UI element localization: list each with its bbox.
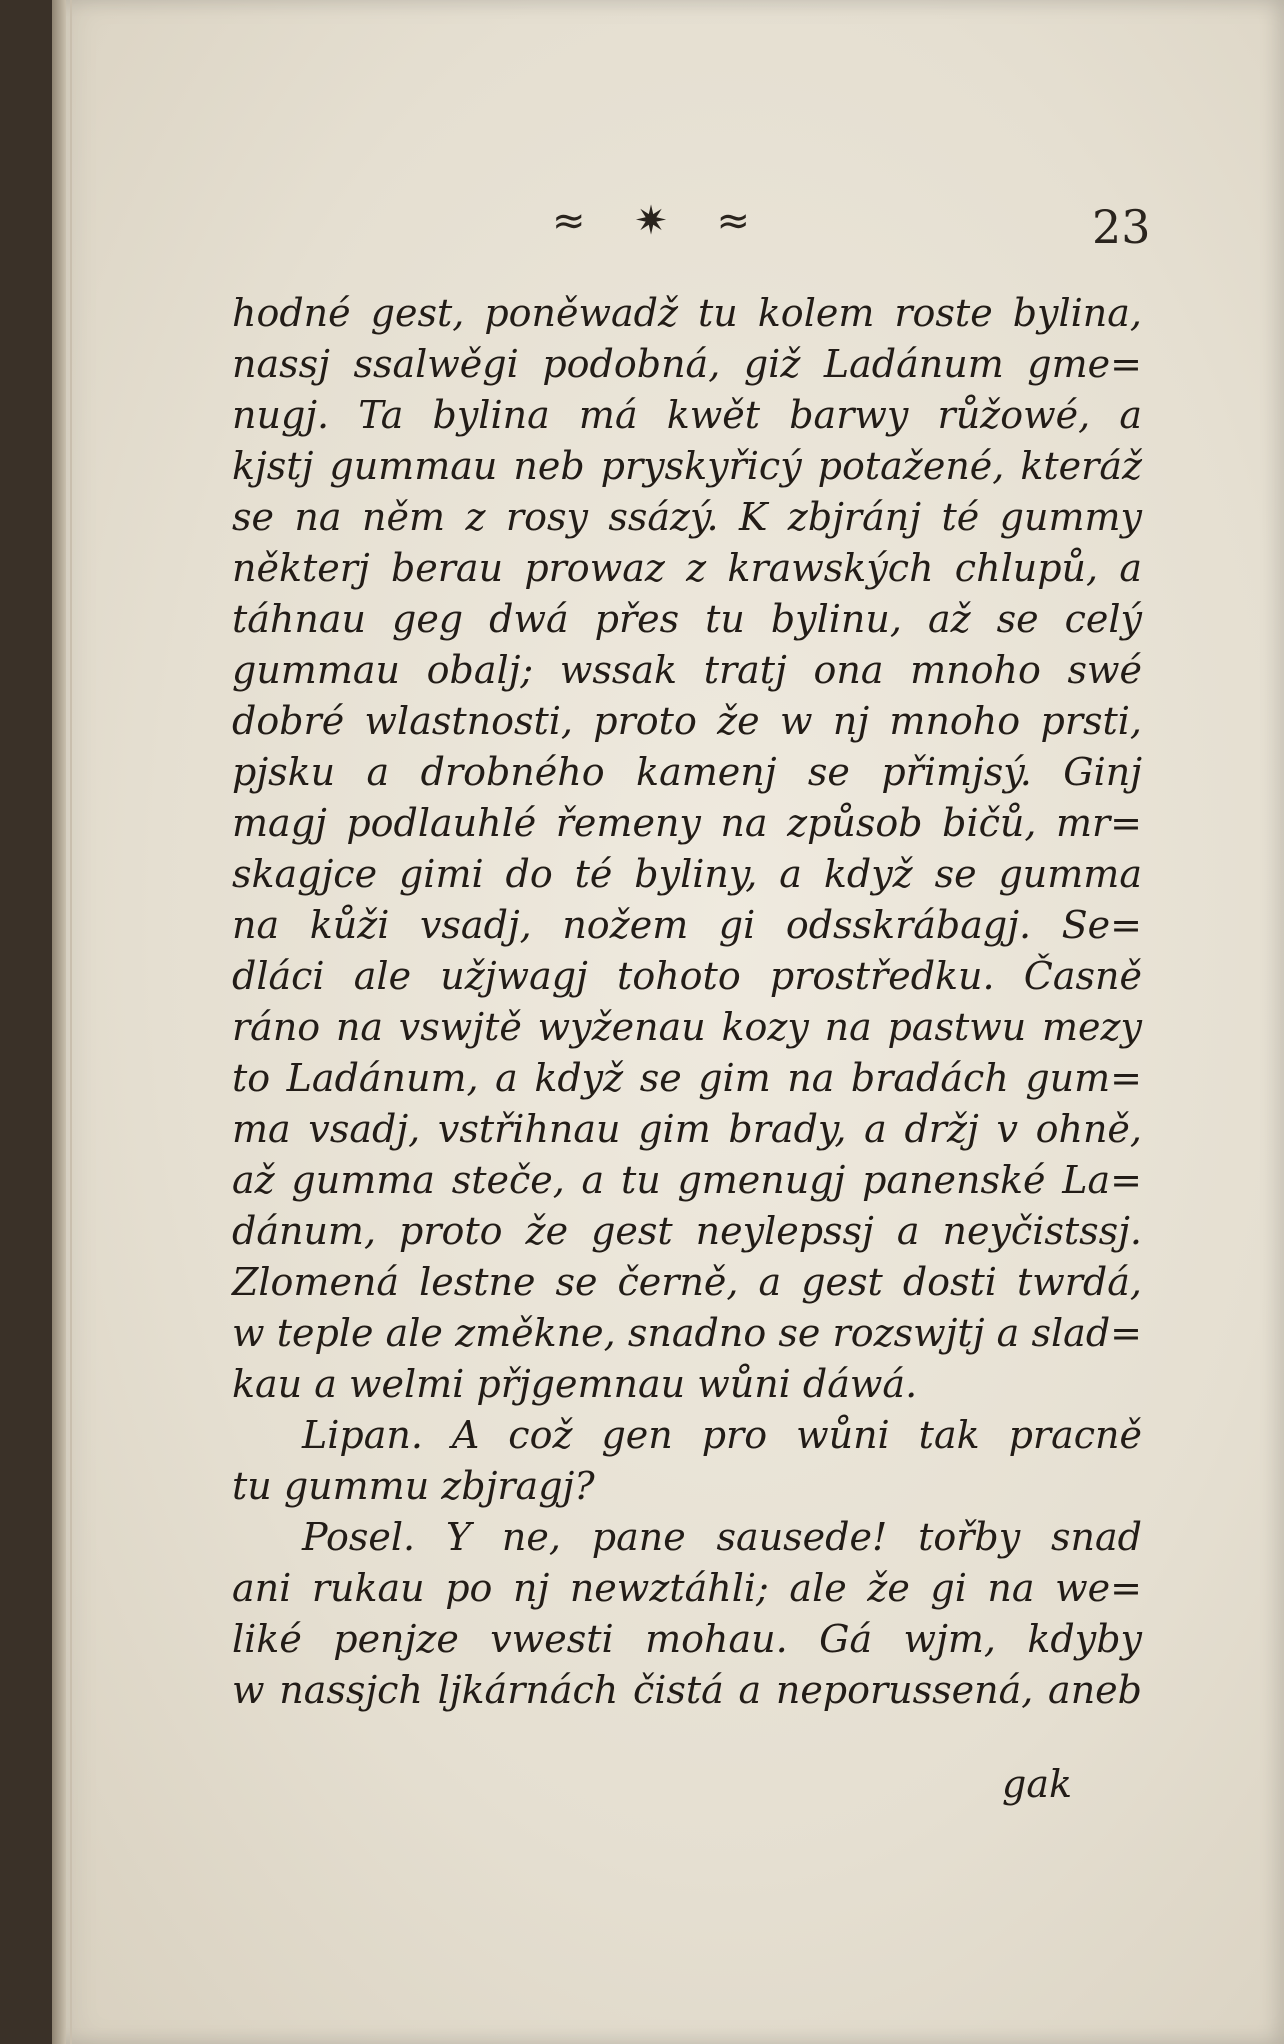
paragraph-1 <box>232 288 1142 1410</box>
paragraph-3 <box>232 1512 1142 1716</box>
text-line: nassj ssalwěgi podobná, giž Ladánum gme= <box>232 342 1142 386</box>
body-text <box>232 288 1142 1716</box>
text-line: až gumma steče, a tu gmenugj panenské La= <box>232 1158 1142 1202</box>
text-line: některj berau prowaz z krawských chlupů, a <box>232 546 1142 590</box>
text-line: w teple ale změkne, snadno se rozswjtj a slad= <box>232 1311 1142 1355</box>
text-line: ma vsadj, vstřihnau gim brady, a držj v ohně, <box>232 1107 1142 1151</box>
book-spine <box>52 0 66 2044</box>
text-line: pjsku a drobného kamenj se přimjsý. Ginj <box>232 750 1142 794</box>
text-line: kau a welmi přjgemnau wůni dáwá. <box>232 1362 918 1406</box>
text-line: tu gummu zbjragj? <box>232 1464 595 1508</box>
text-line: ráno na vswjtě wyženau kozy na pastwu mezy <box>232 1005 1142 1049</box>
catchword: gak <box>1002 1762 1073 1806</box>
header-ornament: ≈ ✷ ≈ <box>552 198 768 244</box>
text-line: dobré wlastnosti, proto že w nj mnoho prsti, <box>232 699 1142 743</box>
text-line: gummau obalj; wssak tratj ona mnoho swé <box>232 648 1142 692</box>
text-line: liké penjze vwesti mohau. Gá wjm, kdyby <box>232 1617 1142 1661</box>
text-line: ani rukau po nj newztáhli; ale že gi na we= <box>232 1566 1142 1610</box>
text-line: w nassjch ljkárnách čistá a neporussená, aneb <box>232 1668 1142 1712</box>
text-line: na kůži vsadj, nožem gi odsskrábagj. Se= <box>232 903 1142 947</box>
text-line: dláci ale užjwagj tohoto prostředku. Časně <box>232 954 1142 998</box>
gutter-rule <box>70 0 72 2044</box>
text-line: Lipan. A což gen pro wůni tak pracně <box>302 1413 1142 1457</box>
text-line: dánum, proto že gest neylepssj a neyčistssj. <box>232 1209 1142 1253</box>
text-line: táhnau geg dwá přes tu bylinu, až se celý <box>232 597 1142 641</box>
text-line: magj podlauhlé řemeny na způsob bičů, mr= <box>232 801 1142 845</box>
page-header <box>52 190 1284 254</box>
paragraph-2 <box>232 1410 1142 1512</box>
page-number: 23 <box>1092 200 1151 254</box>
book-page <box>52 0 1284 2044</box>
text-line: kjstj gummau neb pryskyřicý potažené, kteráž <box>232 444 1142 488</box>
text-line: Zlomená lestne se černě, a gest dosti twrdá, <box>232 1260 1142 1304</box>
text-line: nugj. Ta bylina má kwět barwy růžowé, a <box>232 393 1142 437</box>
text-line: Posel. Y ne, pane sausede! tořby snad <box>302 1515 1142 1559</box>
text-line: skagjce gimi do té byliny, a když se gumma <box>232 852 1142 896</box>
text-line: se na něm z rosy ssázý. K zbjránj té gummy <box>232 495 1142 539</box>
text-line: hodné gest, poněwadž tu kolem roste bylina, <box>232 291 1142 335</box>
text-line: to Ladánum, a když se gim na bradách gum= <box>232 1056 1142 1100</box>
